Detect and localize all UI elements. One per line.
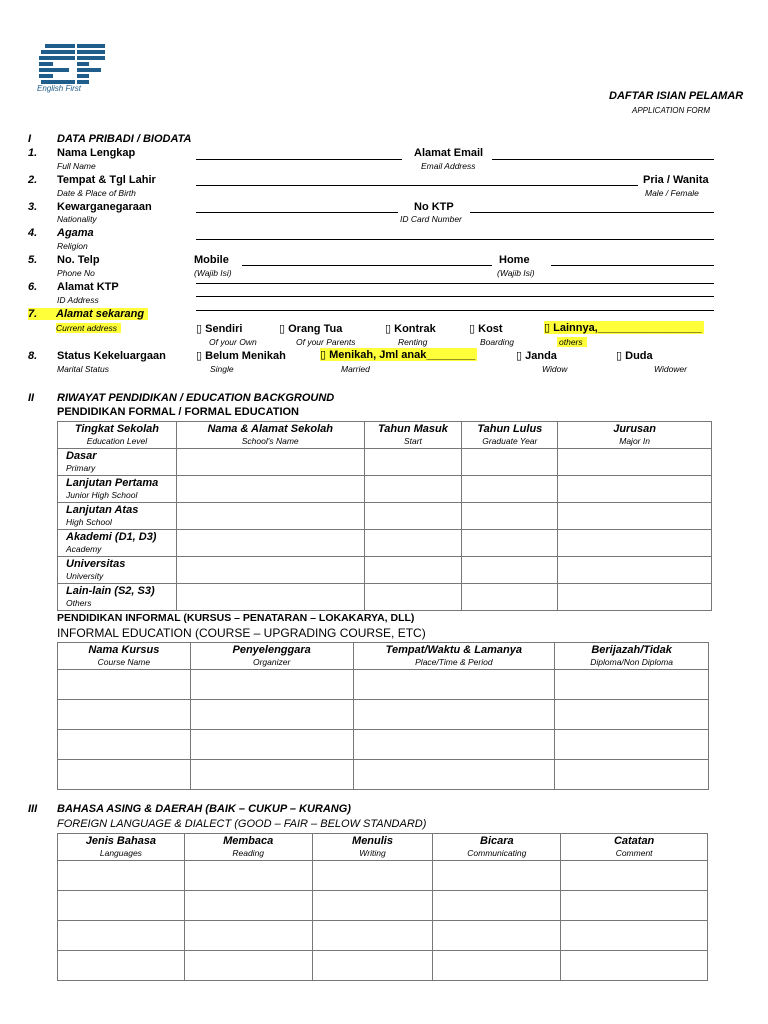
table-row: [58, 557, 712, 584]
table-row: [58, 700, 709, 730]
table-row: [58, 760, 709, 790]
column-header: Berijazah/Tidak Diploma/Non Diploma: [555, 643, 709, 670]
table-cell[interactable]: [364, 476, 462, 503]
option-label: Kontrak: [391, 323, 436, 335]
table-cell[interactable]: [561, 891, 708, 921]
form-subtitle: APPLICATION FORM: [632, 106, 711, 115]
column-header: Catatan Comment: [561, 834, 708, 861]
option-label: Janda: [522, 350, 557, 362]
checkbox-icon[interactable]: ▯: [320, 349, 327, 361]
table-cell[interactable]: [312, 891, 433, 921]
table-row: [58, 476, 712, 503]
table-cell[interactable]: [561, 921, 708, 951]
table-cell[interactable]: [353, 670, 555, 700]
address-option-others[interactable]: [544, 321, 704, 334]
table-cell[interactable]: [555, 700, 709, 730]
table-cell[interactable]: [58, 760, 191, 790]
table-cell[interactable]: [353, 760, 555, 790]
mobile-line[interactable]: [242, 265, 492, 266]
full-name-line[interactable]: [196, 159, 402, 160]
table-cell[interactable]: [312, 921, 433, 951]
table-cell[interactable]: [558, 476, 712, 503]
section1-numeral: I: [28, 133, 32, 145]
email-sublabel: Email Address: [421, 161, 476, 171]
row-label: Akademi (D1, D3) Academy: [58, 530, 177, 557]
home-sublabel: (Wajib Isi): [497, 268, 535, 278]
option-label: Kost: [475, 323, 503, 335]
table-cell[interactable]: [176, 449, 364, 476]
table-cell[interactable]: [176, 584, 364, 611]
section3-numeral: III: [28, 803, 38, 815]
current-address-line[interactable]: [196, 310, 714, 311]
full-name-sublabel: Full Name: [57, 161, 96, 171]
column-header: Jurusan Major In: [558, 422, 712, 449]
checkbox-icon[interactable]: ▯: [616, 350, 623, 362]
phone-sublabel: Phone No: [57, 268, 95, 278]
section1-title: DATA PRIBADI / BIODATA: [57, 133, 192, 145]
section3-title-en: FOREIGN LANGUAGE & DIALECT (GOOD – FAIR – BELOW STANDARD): [57, 818, 427, 830]
gender-label: Pria / Wanita: [643, 174, 709, 186]
table-cell[interactable]: [462, 530, 558, 557]
table-cell[interactable]: [312, 861, 433, 891]
checkbox-icon[interactable]: ▯: [516, 350, 523, 362]
address-option-renting[interactable]: [385, 322, 436, 335]
checkbox-icon[interactable]: ▯: [196, 323, 203, 335]
column-header: Penyelenggara Organizer: [190, 643, 353, 670]
option-sublabel: Of your Parents: [296, 337, 356, 347]
ktp-line[interactable]: [470, 212, 714, 213]
table-cell[interactable]: [558, 449, 712, 476]
table-cell[interactable]: [558, 503, 712, 530]
religion-line[interactable]: [196, 239, 714, 240]
column-header: Tingkat Sekolah Education Level: [58, 422, 177, 449]
ktp-label: No KTP: [414, 201, 454, 213]
table-cell[interactable]: [364, 557, 462, 584]
section2-numeral: II: [28, 392, 35, 404]
table-cell[interactable]: [353, 730, 555, 760]
field-number: 3.: [28, 201, 38, 213]
ktp-address-sublabel: ID Address: [57, 295, 99, 305]
table-cell[interactable]: [353, 700, 555, 730]
table-cell[interactable]: [462, 503, 558, 530]
column-header: Nama & Alamat Sekolah School's Name: [176, 422, 364, 449]
marital-label: Status Kekeluargaan: [57, 350, 166, 362]
table-cell[interactable]: [58, 670, 191, 700]
table-row: [58, 503, 712, 530]
option-sublabel: Of your Own: [209, 337, 257, 347]
table-cell[interactable]: [184, 921, 312, 951]
language-table: [57, 833, 708, 981]
table-cell[interactable]: [561, 861, 708, 891]
table-cell[interactable]: [462, 476, 558, 503]
marital-option-single[interactable]: [196, 349, 286, 362]
full-name-label: Nama Lengkap: [57, 147, 136, 159]
table-cell[interactable]: [58, 891, 185, 921]
option-sublabel: Boarding: [480, 337, 515, 347]
ef-logo: [37, 42, 107, 96]
phone-label: No. Telp: [57, 254, 100, 266]
option-sublabel: Single: [210, 364, 234, 374]
ktp-sublabel: ID Card Number: [400, 214, 462, 224]
table-cell[interactable]: [433, 891, 561, 921]
marital-option-widower[interactable]: [616, 349, 653, 362]
section3-title: BAHASA ASING & DAERAH (BAIK – CUKUP – KURANG): [57, 803, 351, 815]
ktp-address-label: Alamat KTP: [57, 281, 119, 293]
marital-option-married[interactable]: [320, 348, 477, 361]
table-cell[interactable]: [176, 530, 364, 557]
address-option-boarding[interactable]: [469, 322, 503, 335]
table-cell[interactable]: [462, 449, 558, 476]
field-number: 1.: [28, 147, 38, 159]
table-cell[interactable]: [433, 921, 561, 951]
column-header: Tahun Masuk Start: [364, 422, 462, 449]
table-cell[interactable]: [58, 951, 185, 981]
home-label: Home: [499, 254, 530, 266]
nationality-sublabel: Nationality: [57, 214, 97, 224]
birth-sublabel: Date & Place of Birth: [57, 188, 136, 198]
checkbox-icon[interactable]: ▯: [385, 323, 392, 335]
table-cell[interactable]: [190, 700, 353, 730]
mobile-label: Mobile: [194, 254, 229, 266]
field-number: 4.: [28, 227, 38, 239]
table-cell[interactable]: [364, 584, 462, 611]
column-header: Tempat/Waktu & Lamanya Place/Time & Period: [353, 643, 555, 670]
field-number: 2.: [28, 174, 38, 186]
field-number: 7.: [28, 308, 56, 320]
table-row: [58, 449, 712, 476]
option-label: Belum Menikah: [202, 350, 286, 362]
table-cell[interactable]: [190, 730, 353, 760]
nationality-label: Kewarganegaraan: [57, 201, 152, 213]
table-row: [58, 921, 708, 951]
mobile-sublabel: (Wajib Isi): [194, 268, 232, 278]
table-cell[interactable]: [364, 503, 462, 530]
address-option-parents[interactable]: [279, 322, 342, 335]
table-row: [58, 670, 709, 700]
current-address-sublabel: Current address: [56, 323, 121, 333]
table-cell[interactable]: [555, 730, 709, 760]
section2-title: RIWAYAT PENDIDIKAN / EDUCATION BACKGROUND: [57, 392, 335, 404]
column-header: Tahun Lulus Graduate Year: [462, 422, 558, 449]
row-label: Universitas University: [58, 557, 177, 584]
field-number: 6.: [28, 281, 38, 293]
option-sublabel: Renting: [398, 337, 428, 347]
table-cell[interactable]: [558, 584, 712, 611]
table-cell[interactable]: [58, 861, 185, 891]
option-sublabel: Widower: [654, 364, 687, 374]
birth-line[interactable]: [196, 185, 638, 186]
table-cell[interactable]: [312, 951, 433, 981]
table-cell[interactable]: [184, 891, 312, 921]
row-label: Lain-lain (S2, S3) Others: [58, 584, 177, 611]
table-cell[interactable]: [184, 951, 312, 981]
option-sublabel: others: [557, 337, 587, 347]
formal-education-table: [57, 421, 712, 611]
informal-education-title-en: INFORMAL EDUCATION (COURSE – UPGRADING COURSE, ETC): [57, 626, 426, 640]
table-row: [58, 951, 708, 981]
table-cell[interactable]: [176, 476, 364, 503]
address-option-own[interactable]: [196, 322, 242, 335]
table-cell[interactable]: [184, 861, 312, 891]
option-sublabel: Widow: [542, 364, 568, 374]
column-header: Menulis Writing: [312, 834, 433, 861]
table-cell[interactable]: [462, 584, 558, 611]
formal-education-title: PENDIDIKAN FORMAL / FORMAL EDUCATION: [57, 406, 299, 418]
marital-sublabel: Marital Status: [57, 364, 109, 374]
nationality-line[interactable]: [196, 212, 398, 213]
home-line[interactable]: [551, 265, 714, 266]
table-cell[interactable]: [190, 670, 353, 700]
table-row: [58, 891, 708, 921]
table-cell[interactable]: [558, 557, 712, 584]
ktp-address-line-1[interactable]: [196, 283, 714, 284]
table-row: [58, 530, 712, 557]
column-header: Membaca Reading: [184, 834, 312, 861]
table-cell[interactable]: [462, 557, 558, 584]
option-label: Lainnya,_________________: [550, 322, 702, 334]
table-cell[interactable]: [561, 951, 708, 981]
religion-label: Agama: [57, 227, 94, 239]
table-header-row: [58, 643, 709, 670]
marital-option-widow[interactable]: [516, 349, 557, 362]
religion-sublabel: Religion: [57, 241, 88, 251]
checkbox-icon[interactable]: ▯: [196, 350, 203, 362]
table-cell[interactable]: [58, 921, 185, 951]
ktp-address-line-2[interactable]: [196, 296, 714, 297]
table-cell[interactable]: [364, 530, 462, 557]
table-cell[interactable]: [433, 861, 561, 891]
table-cell[interactable]: [58, 730, 191, 760]
table-cell[interactable]: [433, 951, 561, 981]
table-cell[interactable]: [555, 760, 709, 790]
table-cell[interactable]: [364, 449, 462, 476]
row-label: Dasar Primary: [58, 449, 177, 476]
row-label: Lanjutan Pertama Junior High School: [58, 476, 177, 503]
option-label: Menikah, Jml anak________: [326, 349, 476, 361]
table-cell[interactable]: [190, 760, 353, 790]
form-title: DAFTAR ISIAN PELAMAR: [609, 90, 744, 102]
table-header-row: [58, 422, 712, 449]
logo-caption: English First: [37, 84, 82, 93]
informal-education-title: PENDIDIKAN INFORMAL (KURSUS – PENATARAN – LOKAKARYA, DLL): [57, 612, 415, 624]
column-header: Nama Kursus Course Name: [58, 643, 191, 670]
option-sublabel: Married: [341, 364, 370, 374]
email-line[interactable]: [492, 159, 714, 160]
option-label: Orang Tua: [285, 323, 343, 335]
row-label: Lanjutan Atas High School: [58, 503, 177, 530]
table-header-row: [58, 834, 708, 861]
checkbox-icon[interactable]: ▯: [279, 323, 286, 335]
table-cell[interactable]: [176, 557, 364, 584]
email-label: Alamat Email: [414, 147, 484, 159]
birth-label: Tempat & Tgl Lahir: [57, 174, 156, 186]
table-cell[interactable]: [555, 670, 709, 700]
field-number: 5.: [28, 254, 38, 266]
gender-sublabel: Male / Female: [645, 188, 699, 198]
field-number: 8.: [28, 350, 38, 362]
column-header: Bicara Communicating: [433, 834, 561, 861]
table-row: [58, 861, 708, 891]
current-address-label: Alamat sekarang: [56, 308, 148, 320]
option-label: Sendiri: [202, 323, 243, 335]
table-cell[interactable]: [176, 503, 364, 530]
informal-education-table: [57, 642, 709, 790]
table-row: [58, 584, 712, 611]
table-cell[interactable]: [558, 530, 712, 557]
table-row: [58, 730, 709, 760]
option-label: Duda: [622, 350, 653, 362]
checkbox-icon[interactable]: ▯: [469, 323, 476, 335]
table-cell[interactable]: [58, 700, 191, 730]
column-header: Jenis Bahasa Languages: [58, 834, 185, 861]
checkbox-icon[interactable]: ▯: [544, 322, 551, 334]
